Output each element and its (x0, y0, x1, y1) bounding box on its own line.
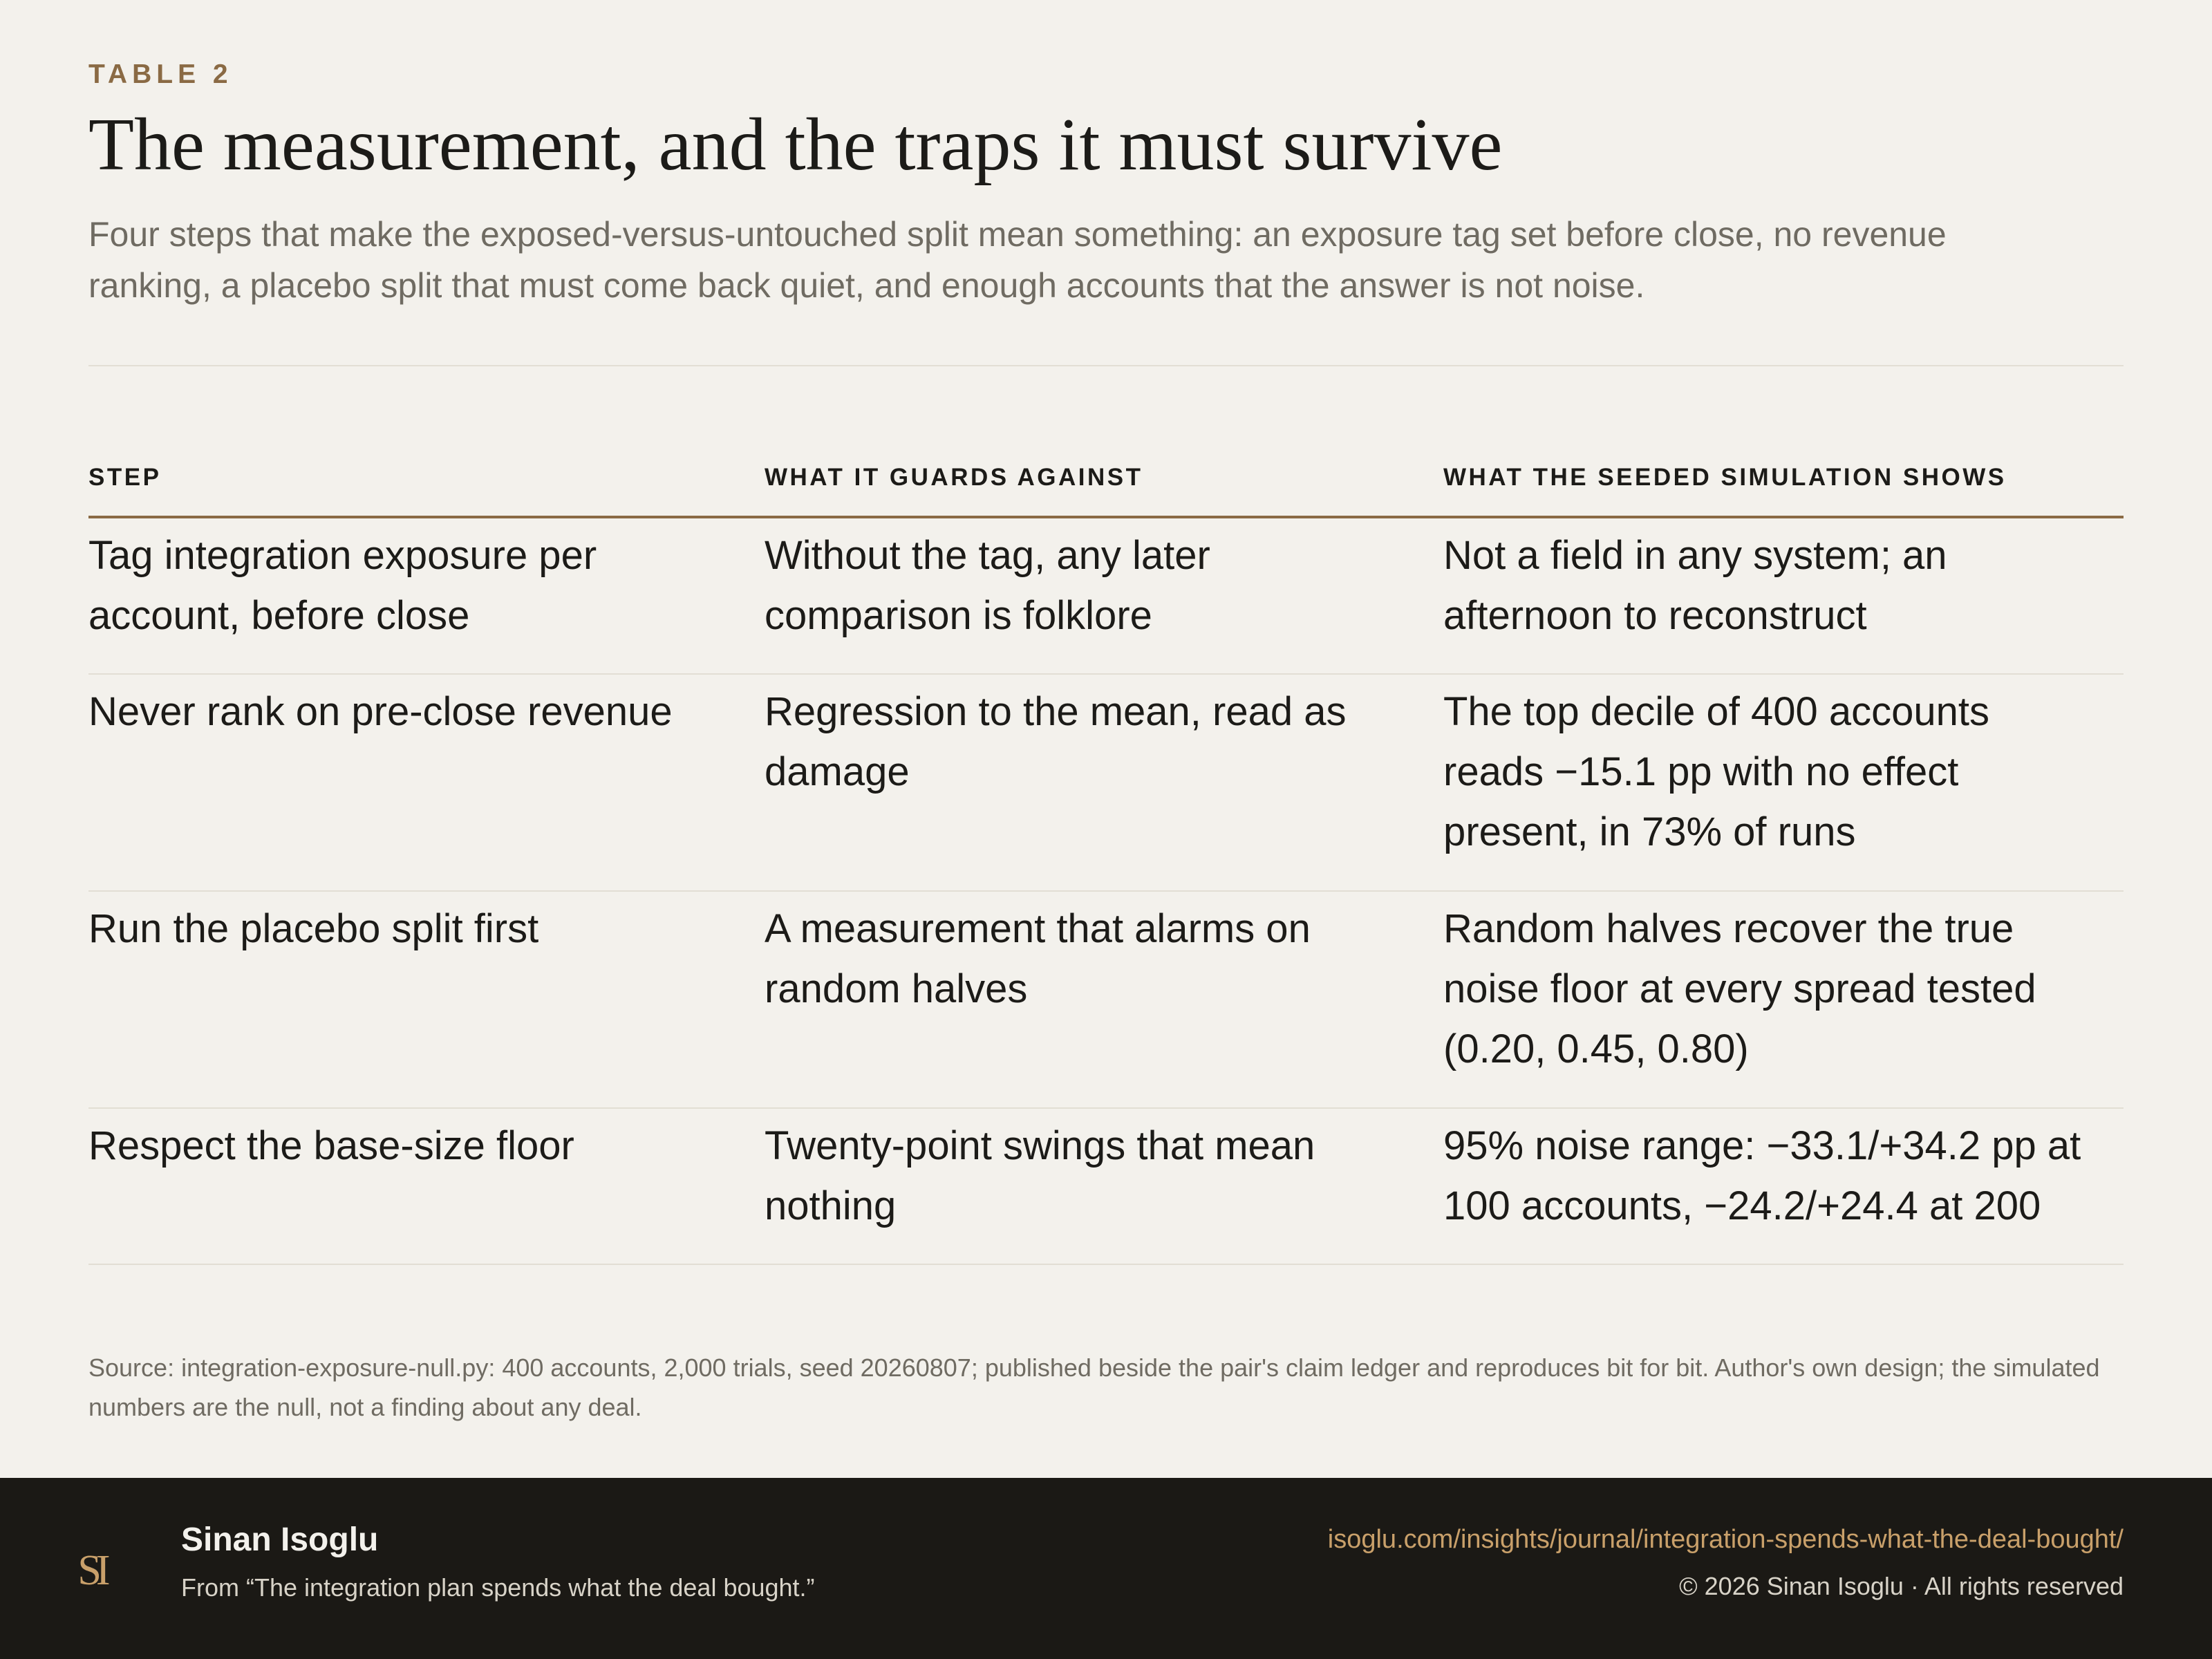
table-row (88, 1109, 2124, 1265)
table-header (88, 460, 2124, 518)
source-note: Source: integration-exposure-null.py: 400 accounts, 2,000 trials, seed 20260807; published beside the pair's claim ledger and reproduces bit for bit. Author's own design; the simulated numbers are the null, not a finding about any deal. (88, 1353, 2100, 1421)
table-label: TABLE 2 (88, 59, 233, 89)
table-row (88, 675, 2124, 892)
guards-cell: Without the tag, any later comparison is folklore (765, 533, 1210, 638)
shows-cell: Random halves recover the true noise floor at every spread tested (0.20, 0.45, 0.80) (1443, 906, 2036, 1071)
step-cell: Run the placebo split first (88, 906, 539, 951)
page-title: The measurement, and the traps it must survive (88, 104, 1503, 186)
guards-cell: A measurement that alarms on random halves (765, 906, 1311, 1011)
shows-cell: Not a field in any system; an afternoon to reconstruct (1443, 533, 1947, 638)
copyright-notice: © 2026 Sinan Isoglu · All rights reserved (1679, 1572, 2124, 1600)
author-name: Sinan Isoglu (181, 1521, 379, 1558)
si-logo (64, 1541, 119, 1597)
column-header-guards: WHAT IT GUARDS AGAINST (765, 464, 1143, 491)
footer (0, 1478, 2212, 1659)
column-header-shows: WHAT THE SEEDED SIMULATION SHOWS (1443, 464, 2007, 491)
header-divider (88, 365, 2124, 366)
logo-monogram: SI (77, 1547, 105, 1594)
shows-cell: The top decile of 400 accounts reads −15.1 pp with no effect present, in 73% of runs (1443, 689, 1989, 854)
guards-cell: Twenty-point swings that mean nothing (765, 1123, 1315, 1228)
guards-cell: Regression to the mean, read as damage (765, 689, 1347, 794)
column-header-step: STEP (88, 464, 162, 491)
table-row (88, 892, 2124, 1109)
shows-cell: 95% noise range: −33.1/+34.2 pp at 100 accounts, −24.2/+24.4 at 200 (1443, 1123, 2081, 1228)
step-cell: Respect the base-size floor (88, 1123, 574, 1168)
step-cell: Never rank on pre-close revenue (88, 689, 673, 734)
step-cell: Tag integration exposure per account, before close (88, 533, 597, 638)
table-row (88, 518, 2124, 675)
article-reference: From “The integration plan spends what the deal bought.” (181, 1573, 815, 1602)
measurement-table (88, 460, 2124, 1265)
article-link[interactable]: isoglu.com/insights/journal/integration-spends-what-the-deal-bought/ (1327, 1525, 2124, 1554)
page-subtitle: Four steps that make the exposed-versus-untouched split mean something: an exposure tag set before close, no revenue ranking, a placebo split that must come back quiet, and enough accounts that the answer is not noise. (88, 215, 1947, 305)
